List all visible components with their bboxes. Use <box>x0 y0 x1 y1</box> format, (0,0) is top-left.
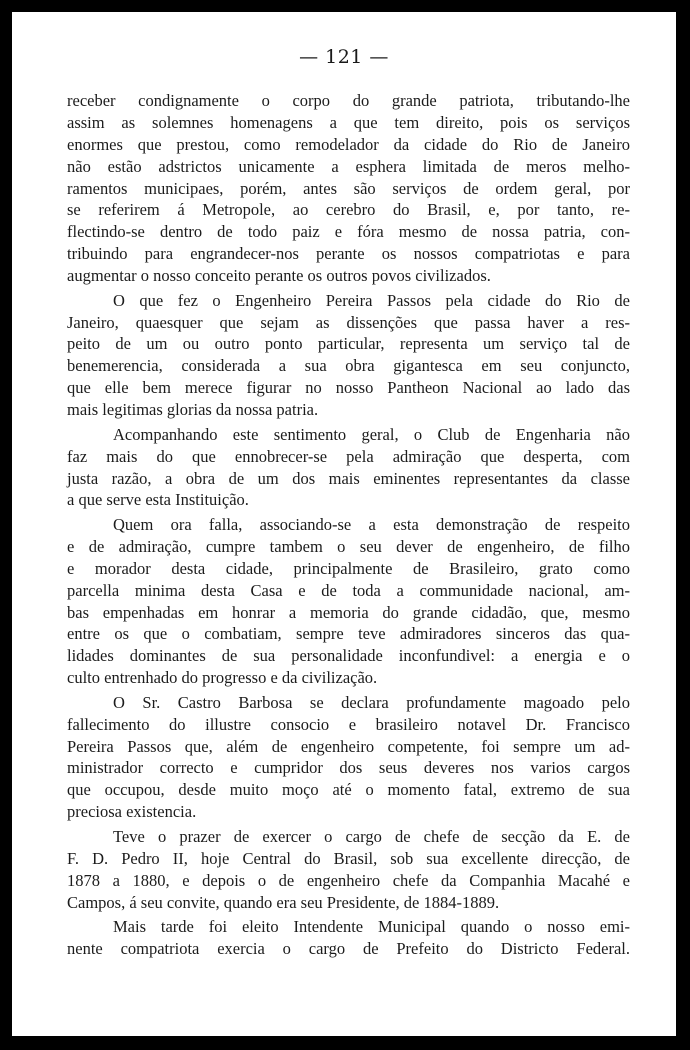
text-line: não estão adstrictos unicamente a esphera limitada de meros melho- <box>67 156 630 176</box>
text-line: ramentos municipaes, porém, antes são serviços de ordem geral, por <box>67 178 630 198</box>
text-line: Mais tarde foi eleito Intendente Municipal quando o nosso emi- <box>113 917 630 937</box>
text-line: tribuindo para engrandecer-nos perante os nossos compatriotas e para <box>67 244 630 264</box>
text-line: assim as solemnes homenagens a que tem direito, pois os serviços <box>67 112 630 132</box>
text-line: fallecimento do illustre consocio e brasileiro notavel Dr. Francisco <box>67 714 630 734</box>
text-line: Campos, á seu convite, quando era seu Presidente, de 1884-1889. <box>67 892 500 912</box>
text-line: Janeiro, quaesquer que sejam as dissenções que passa haver a res- <box>67 312 630 332</box>
text-line: Pereira Passos que, além de engenheiro competente, foi sempre um ad- <box>67 736 630 756</box>
document-page <box>12 12 676 1036</box>
text-line: Acompanhando este sentimento geral, o Club de Engenharia não <box>113 424 630 444</box>
text-line: 1878 a 1880, e depois o de engenheiro chefe da Companhia Macahé e <box>67 870 630 890</box>
text-line: faz mais do que ennobrecer-se pela admiração que desperta, com <box>67 446 630 466</box>
text-line: se referirem á Metropole, ao cerebro do Brasil, e, por tanto, re- <box>67 200 630 220</box>
text-line: bas empenhadas em honrar a memoria do grande cidadão, que, mesmo <box>67 602 630 622</box>
paragraph-1 <box>67 90 630 287</box>
body-text <box>67 90 630 963</box>
text-line: benemerencia, considerada a sua obra gigantesca em seu conjuncto, <box>67 356 630 376</box>
paragraph-7 <box>67 916 630 960</box>
text-line: receber condignamente o corpo do grande patriota, tributando-lhe <box>67 91 630 110</box>
paragraph-4 <box>67 514 630 689</box>
text-line: justa razão, a obra de um dos mais eminentes representantes da classe <box>67 468 630 488</box>
text-line: Teve o prazer de exercer o cargo de chefe de secção da E. de <box>113 826 630 846</box>
text-line: O Sr. Castro Barbosa se declara profundamente magoado pelo <box>113 692 630 712</box>
text-line: nente compatriota exercia o cargo de Prefeito do Districto Federal. <box>67 938 630 958</box>
text-line: flectindo-se dentro de todo paiz e fóra mesmo de nossa patria, con- <box>67 222 630 242</box>
text-line: a que serve esta Instituição. <box>67 490 249 510</box>
text-line: entre os que o combatiam, sempre teve admiradores sinceros das qua- <box>67 624 630 644</box>
text-line: enormes que prestou, como remodelador da cidade do Rio de Janeiro <box>67 134 630 154</box>
text-line: e morador desta cidade, principalmente de Brasileiro, grato como <box>67 558 630 578</box>
text-line: peito de um ou outro ponto particular, representa um serviço tal de <box>67 334 630 354</box>
text-line: Quem ora falla, associando-se a esta demonstração de respeito <box>113 514 630 534</box>
page-number: — 121 — <box>299 46 389 68</box>
text-line: F. D. Pedro II, hoje Central do Brasil, sob sua excellente direcção, de <box>67 848 630 868</box>
text-line: preciosa existencia. <box>67 802 197 822</box>
text-line: augmentar o nosso conceito perante os outros povos civilizados. <box>67 266 491 286</box>
text-line: ministrador correcto e cumpridor dos seus deveres nos varios cargos <box>67 758 630 778</box>
paragraph-3 <box>67 424 630 512</box>
text-line: e de admiração, cumpre tambem o seu dever de engenheiro, de filho <box>67 536 630 556</box>
text-line: lidades dominantes de sua personalidade inconfundivel: a energia e o <box>67 646 630 666</box>
text-line: parcella minima desta Casa e de toda a communidade nacional, am- <box>67 580 630 600</box>
paragraph-2 <box>67 290 630 421</box>
text-line: que occupou, desde muito moço até o momento fatal, extremo de sua <box>67 780 630 800</box>
text-line: mais legitimas glorias da nossa patria. <box>67 400 319 420</box>
paragraph-5 <box>67 692 630 823</box>
paragraph-6 <box>67 826 630 914</box>
text-line: que elle bem merece figurar no nosso Pantheon Nacional ao lado das <box>67 378 630 398</box>
text-line: culto entrenhado do progresso e da civilização. <box>67 668 378 688</box>
text-line: O que fez o Engenheiro Pereira Passos pela cidade do Rio de <box>113 290 630 310</box>
